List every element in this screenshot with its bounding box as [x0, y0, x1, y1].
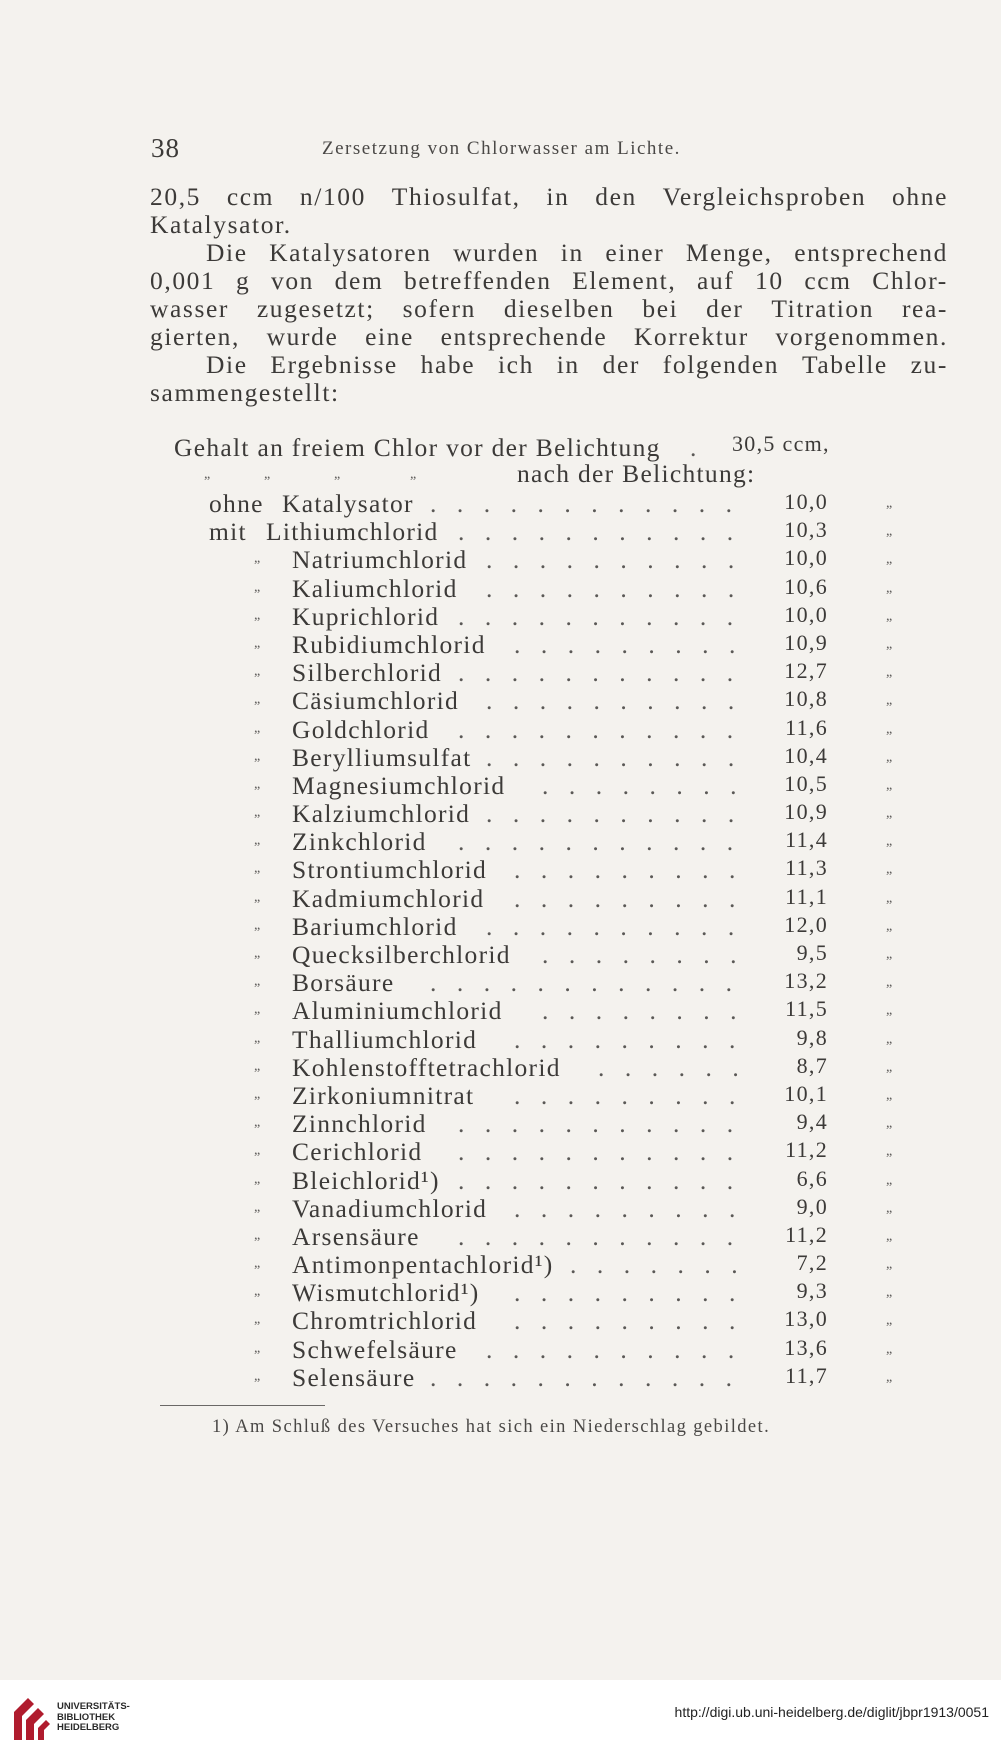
measured-value: 6,6	[796, 1165, 828, 1191]
dot-leader: ...........	[458, 601, 754, 631]
ditto-mark: „	[254, 1340, 262, 1356]
word: Vergleichsproben	[662, 182, 867, 211]
table-row	[150, 968, 950, 996]
dot-leader: ........	[542, 770, 757, 800]
measured-value: 10,8	[784, 686, 828, 712]
word: in	[560, 238, 584, 267]
word: Tabelle	[801, 350, 888, 379]
measured-value: 12,7	[784, 658, 828, 684]
ditto-mark: „	[254, 776, 262, 792]
word: einer	[605, 238, 665, 267]
unit-ditto-mark: „	[886, 890, 894, 906]
measured-value: 13,2	[784, 968, 828, 994]
table-row	[150, 1250, 950, 1278]
unit-ditto-mark: „	[886, 1369, 894, 1385]
word: Titration	[771, 294, 875, 323]
measured-value: 11,2	[785, 1137, 828, 1163]
dot-leader: ..........	[486, 545, 755, 575]
ditto-mark: „	[254, 1171, 262, 1187]
ditto-mark: „	[254, 1312, 262, 1328]
compound-name: Kadmiumchlorid	[292, 883, 485, 913]
word: in	[556, 350, 580, 379]
word: Thiosulfat,	[391, 182, 521, 211]
unit-ditto-mark: „	[886, 1341, 894, 1357]
ditto-mark: „	[254, 1199, 262, 1215]
word: Chlor-	[872, 266, 948, 295]
ditto-mark: „	[334, 467, 342, 482]
unit-ditto-mark: „	[886, 777, 894, 793]
compound-name: Berylliumsulfat	[292, 742, 472, 772]
footnote-rule	[160, 1405, 325, 1406]
table-row	[150, 799, 950, 827]
table-row	[150, 545, 950, 573]
ditto-mark: „	[254, 1002, 262, 1018]
unit-ditto-mark: „	[886, 749, 894, 765]
footnote: 1) Am Schluß des Versuches hat sich ein Niederschlag gebildet.	[212, 1417, 771, 1437]
library-logo-icon	[10, 1692, 52, 1744]
dot-leader: .........	[514, 883, 756, 913]
word: betreffenden	[404, 266, 552, 295]
unit-ditto-mark: „	[886, 580, 894, 596]
ditto-mark: „	[254, 664, 262, 680]
dot-leader: ..........	[486, 911, 755, 941]
dot-leader: .........	[514, 1024, 756, 1054]
table-row	[150, 489, 950, 517]
word: sofern	[402, 294, 476, 323]
dot-leader: ...........	[458, 517, 754, 547]
table-row	[150, 602, 950, 630]
dot-leader: ............	[430, 968, 753, 998]
ditto-mark: „	[254, 579, 262, 595]
compound-name: Chromtrichlorid	[292, 1306, 478, 1336]
paragraph-line	[150, 183, 948, 211]
word: rea-	[901, 294, 948, 323]
unit-ditto-mark: „	[886, 1228, 894, 1244]
unit-ditto-mark: „	[886, 834, 894, 850]
ditto-mark: „	[254, 946, 262, 961]
word: wurde	[266, 322, 339, 351]
measured-value: 11,1	[785, 883, 828, 909]
word: der	[602, 350, 640, 379]
ditto-mark: „	[254, 635, 262, 651]
unit-ditto-mark: „	[886, 1059, 894, 1075]
word: der	[706, 294, 744, 323]
word: ccm	[226, 182, 275, 211]
dot-leader: .........	[514, 855, 756, 885]
table-row	[150, 855, 950, 883]
ditto-mark: „	[254, 833, 262, 849]
word: zu-	[910, 350, 948, 379]
ditto-mark: „	[410, 467, 418, 482]
word: vorgenommen.	[775, 322, 948, 351]
word: zugesetzt;	[256, 294, 375, 323]
measured-value: 11,2	[785, 1221, 828, 1247]
measured-value: 10,4	[784, 742, 828, 768]
word: folgenden	[662, 350, 780, 379]
unit-ditto-mark: „	[886, 1313, 894, 1329]
body-paragraph	[150, 183, 948, 407]
word: dem	[334, 266, 384, 295]
compound-name: Magnesiumchlorid	[292, 770, 506, 800]
unit-ditto-mark: „	[886, 806, 894, 822]
measured-value: 9,0	[796, 1193, 828, 1219]
word: 10	[754, 266, 784, 295]
word: in	[546, 182, 570, 211]
unit-ditto-mark: „	[886, 1172, 894, 1188]
word: ccm	[804, 266, 852, 295]
ditto-mark: „	[254, 720, 262, 736]
dot-leader: ..........	[486, 1334, 755, 1364]
table-row	[150, 912, 950, 940]
ditto-mark: „	[204, 467, 212, 482]
running-head: Zersetzung von Chlorwasser am Lichte.	[322, 138, 681, 159]
paragraph-line: sammengestellt:	[150, 378, 340, 407]
compound-name: Cerichlorid	[292, 1137, 423, 1167]
dot-leader: ...........	[458, 1221, 754, 1251]
dot-leader: .......	[570, 1250, 759, 1280]
dot-leader: ...........	[458, 1109, 754, 1139]
table-row	[150, 996, 950, 1024]
ditto-mark: „	[254, 1368, 262, 1384]
table-intro-value: 30,5 ccm,	[732, 431, 830, 456]
compound-name: Wismutchlorid¹)	[292, 1278, 480, 1308]
unit-ditto-mark: „	[886, 693, 894, 709]
table-row	[150, 1166, 950, 1194]
dot-leader: ............	[430, 1362, 753, 1392]
table-row	[150, 1137, 950, 1165]
ditto-mark: „	[254, 1256, 262, 1272]
word: von	[270, 266, 315, 295]
table-row	[150, 1335, 950, 1363]
ditto-mark: „	[254, 1227, 262, 1243]
table-row	[150, 1222, 950, 1250]
table-row	[150, 1363, 950, 1391]
table-row	[150, 574, 950, 602]
unit-ditto-mark: „	[886, 975, 894, 991]
measured-value: 10,3	[784, 517, 828, 543]
compound-name: Bariumchlorid	[292, 911, 458, 941]
compound-name: Quecksilberchlorid	[292, 940, 511, 969]
unit-ditto-mark: „	[886, 1285, 894, 1301]
dot-leader: ...........	[458, 658, 754, 688]
compound-name: Kaliumchlorid	[292, 573, 458, 603]
word: dieselben	[503, 294, 615, 323]
dot-leader: ..........	[486, 799, 755, 829]
unit-ditto-mark: „	[886, 608, 894, 624]
dot-leader: .	[690, 433, 698, 462]
unit-ditto-mark: „	[886, 665, 894, 681]
compound-name: Zinkchlorid	[292, 827, 427, 857]
table-row	[150, 1053, 950, 1081]
compound-name: Antimonpentachlorid¹)	[292, 1250, 554, 1280]
dot-leader: .........	[514, 1306, 756, 1336]
table-second-head-row	[150, 461, 950, 489]
table-row	[150, 771, 950, 799]
unit-ditto-mark: „	[886, 1116, 894, 1132]
dot-leader: .........	[514, 1080, 756, 1110]
unit-ditto-mark: „	[886, 496, 894, 511]
measured-value: 9,8	[796, 1024, 828, 1050]
measured-value: 11,3	[785, 855, 828, 881]
measured-value: 10,0	[784, 489, 828, 514]
table-row	[150, 658, 950, 686]
unit-ditto-mark: „	[886, 1200, 894, 1216]
table-row	[150, 1306, 950, 1334]
source-url-link[interactable]: http://digi.ub.uni-heidelberg.de/diglit/jbpr1913/0051	[674, 1704, 989, 1720]
ditto-mark: „	[254, 805, 262, 821]
compound-name: Arsensäure	[292, 1221, 420, 1251]
word: entsprechende	[440, 322, 608, 351]
dot-leader: .........	[514, 629, 756, 659]
dot-leader: ........	[542, 940, 757, 969]
ditto-mark: „	[254, 974, 262, 990]
dot-leader: ..........	[486, 573, 755, 603]
dot-leader: .........	[514, 1193, 756, 1223]
compound-name: Goldchlorid	[292, 714, 430, 744]
dot-leader: ......	[598, 1052, 760, 1082]
ditto-mark: „	[254, 692, 262, 708]
compound-name: Zinnchlorid	[292, 1109, 427, 1139]
unit-ditto-mark: „	[886, 1144, 894, 1160]
measured-value: 10,9	[784, 629, 828, 655]
compound-name: Kalziumchlorid	[292, 799, 471, 829]
paragraph-line	[150, 323, 948, 351]
paragraph-line	[150, 351, 948, 379]
word: g	[236, 266, 251, 295]
row-prefix: ohne	[209, 489, 264, 518]
table-row	[150, 686, 950, 714]
page-number: 38	[151, 133, 180, 163]
ditto-mark: „	[254, 861, 262, 877]
word: Die	[206, 238, 248, 267]
ditto-mark: „	[254, 607, 262, 623]
word: den	[595, 182, 637, 211]
compound-name: Vanadiumchlorid	[292, 1193, 488, 1223]
logo-line: HEIDELBERG	[57, 1722, 120, 1733]
measured-value: 10,5	[784, 770, 828, 796]
table-row	[150, 940, 950, 968]
word: Element,	[572, 266, 677, 295]
ditto-mark: „	[254, 889, 262, 905]
dot-leader: ...........	[458, 1137, 754, 1167]
word: Menge,	[685, 238, 773, 267]
paragraph-line: Katalysator.	[150, 210, 292, 239]
dot-leader: ........	[542, 996, 757, 1026]
measured-value: 10,6	[784, 573, 828, 599]
ditto-mark: „	[264, 467, 272, 482]
measured-value: 10,0	[784, 545, 828, 571]
dot-leader: ............	[430, 489, 753, 518]
compound-name: Borsäure	[292, 968, 395, 998]
measured-value: 13,0	[784, 1306, 828, 1332]
compound-name: Katalysator	[282, 489, 414, 518]
word: gierten,	[150, 322, 240, 351]
page-header	[151, 133, 751, 167]
dot-leader: .........	[514, 1278, 756, 1308]
logo-line: BIBLIOTHEK	[57, 1711, 116, 1723]
table-row	[150, 1109, 950, 1137]
measured-value: 10,1	[784, 1080, 828, 1106]
ditto-mark: „	[254, 1086, 262, 1102]
word: Korrektur	[633, 322, 749, 351]
word: wurden	[453, 238, 540, 267]
measured-value: 11,4	[785, 827, 828, 853]
dot-leader: ..........	[486, 686, 755, 716]
measured-value: 9,4	[796, 1109, 828, 1135]
compound-name: Natriumchlorid	[292, 545, 468, 575]
table-row	[150, 884, 950, 912]
library-footer	[0, 1680, 1001, 1756]
unit-ditto-mark: „	[886, 1003, 894, 1019]
measured-value: 10,0	[784, 601, 828, 627]
compound-name: Rubidiumchlorid	[292, 629, 486, 659]
unit-ditto-mark: „	[886, 1087, 894, 1103]
unit-ditto-mark: „	[886, 552, 894, 568]
ditto-mark: „	[254, 748, 262, 764]
table-row	[150, 743, 950, 771]
measured-value: 11,6	[785, 714, 828, 740]
measured-value: 12,0	[784, 911, 828, 937]
paragraph-line	[150, 239, 948, 267]
ditto-mark: „	[254, 917, 262, 933]
dot-leader: ...........	[458, 827, 754, 857]
measured-value: 11,5	[785, 996, 828, 1022]
dot-leader: ...........	[458, 1165, 754, 1195]
paragraph-line	[150, 267, 948, 295]
word: bei	[642, 294, 679, 323]
compound-name: Thalliumchlorid	[292, 1024, 478, 1054]
unit-ditto-mark: „	[886, 947, 894, 962]
word: ohne	[892, 182, 948, 211]
compound-name: Schwefelsäure	[292, 1334, 458, 1364]
word: ich	[498, 350, 534, 379]
table-row	[150, 715, 950, 743]
measured-value: 7,2	[796, 1250, 828, 1276]
paragraph-line	[150, 295, 948, 323]
table-intro-row	[150, 433, 950, 461]
compound-name: Zirkoniumnitrat	[292, 1080, 475, 1110]
measured-value: 8,7	[796, 1052, 828, 1078]
unit-ditto-mark: „	[886, 1257, 894, 1273]
compound-name: Kuprichlorid	[292, 601, 440, 631]
compound-name: Strontiumchlorid	[292, 855, 488, 885]
measured-value: 9,5	[796, 940, 828, 965]
word: wasser	[150, 294, 229, 323]
unit-ditto-mark: „	[886, 1031, 894, 1047]
ditto-mark: „	[254, 551, 262, 567]
compound-name: Cäsiumchlorid	[292, 686, 460, 716]
measured-value: 9,3	[796, 1278, 828, 1304]
word: n/100	[299, 182, 366, 211]
word: Ergebnisse	[270, 350, 398, 379]
compound-name: Silberchlorid	[292, 658, 443, 688]
unit-ditto-mark: „	[886, 524, 894, 540]
table-row	[150, 1025, 950, 1053]
word: 0,001	[150, 266, 216, 295]
table-row	[150, 630, 950, 658]
ditto-mark: „	[254, 1115, 262, 1131]
ditto-mark: „	[254, 1030, 262, 1046]
unit-ditto-mark: „	[886, 721, 894, 737]
word: habe	[420, 350, 476, 379]
table-row	[150, 1194, 950, 1222]
compound-name: Selensäure	[292, 1362, 416, 1392]
table-row	[150, 827, 950, 855]
table-second-head-label: nach der Belichtung:	[517, 459, 756, 488]
row-prefix: mit	[209, 517, 247, 547]
table-row	[150, 1081, 950, 1109]
unit-ditto-mark: „	[886, 862, 894, 878]
table-row	[150, 517, 950, 545]
measured-value: 10,9	[784, 799, 828, 825]
ditto-mark: „	[254, 1058, 262, 1074]
unit-ditto-mark: „	[886, 636, 894, 652]
word: Die	[206, 350, 248, 379]
ditto-mark: „	[254, 1284, 262, 1300]
dot-leader: ...........	[458, 714, 754, 744]
word: Katalysatoren	[269, 238, 432, 267]
compound-name: Aluminiumchlorid	[292, 996, 503, 1026]
table-row	[150, 1278, 950, 1306]
word: eine	[365, 322, 414, 351]
compound-name: Lithiumchlorid	[266, 517, 439, 547]
logo-line: UNIVERSITÄTS-	[57, 1701, 130, 1712]
unit-ditto-mark: „	[886, 918, 894, 934]
compound-name: Kohlenstofftetrachlorid	[292, 1052, 561, 1082]
table-intro-label: Gehalt an freiem Chlor vor der Belichtung	[174, 433, 661, 462]
table-rows	[150, 489, 950, 1391]
results-table	[150, 433, 950, 1391]
library-logo-text	[57, 1702, 130, 1734]
word: 20,5	[150, 182, 202, 211]
word: entsprechend	[794, 238, 948, 267]
ditto-mark: „	[254, 1143, 262, 1159]
compound-name: Bleichlorid¹)	[292, 1165, 440, 1195]
measured-value: 13,6	[784, 1334, 828, 1360]
measured-value: 11,7	[785, 1362, 828, 1388]
dot-leader: ..........	[486, 742, 755, 772]
word: auf	[696, 266, 735, 295]
